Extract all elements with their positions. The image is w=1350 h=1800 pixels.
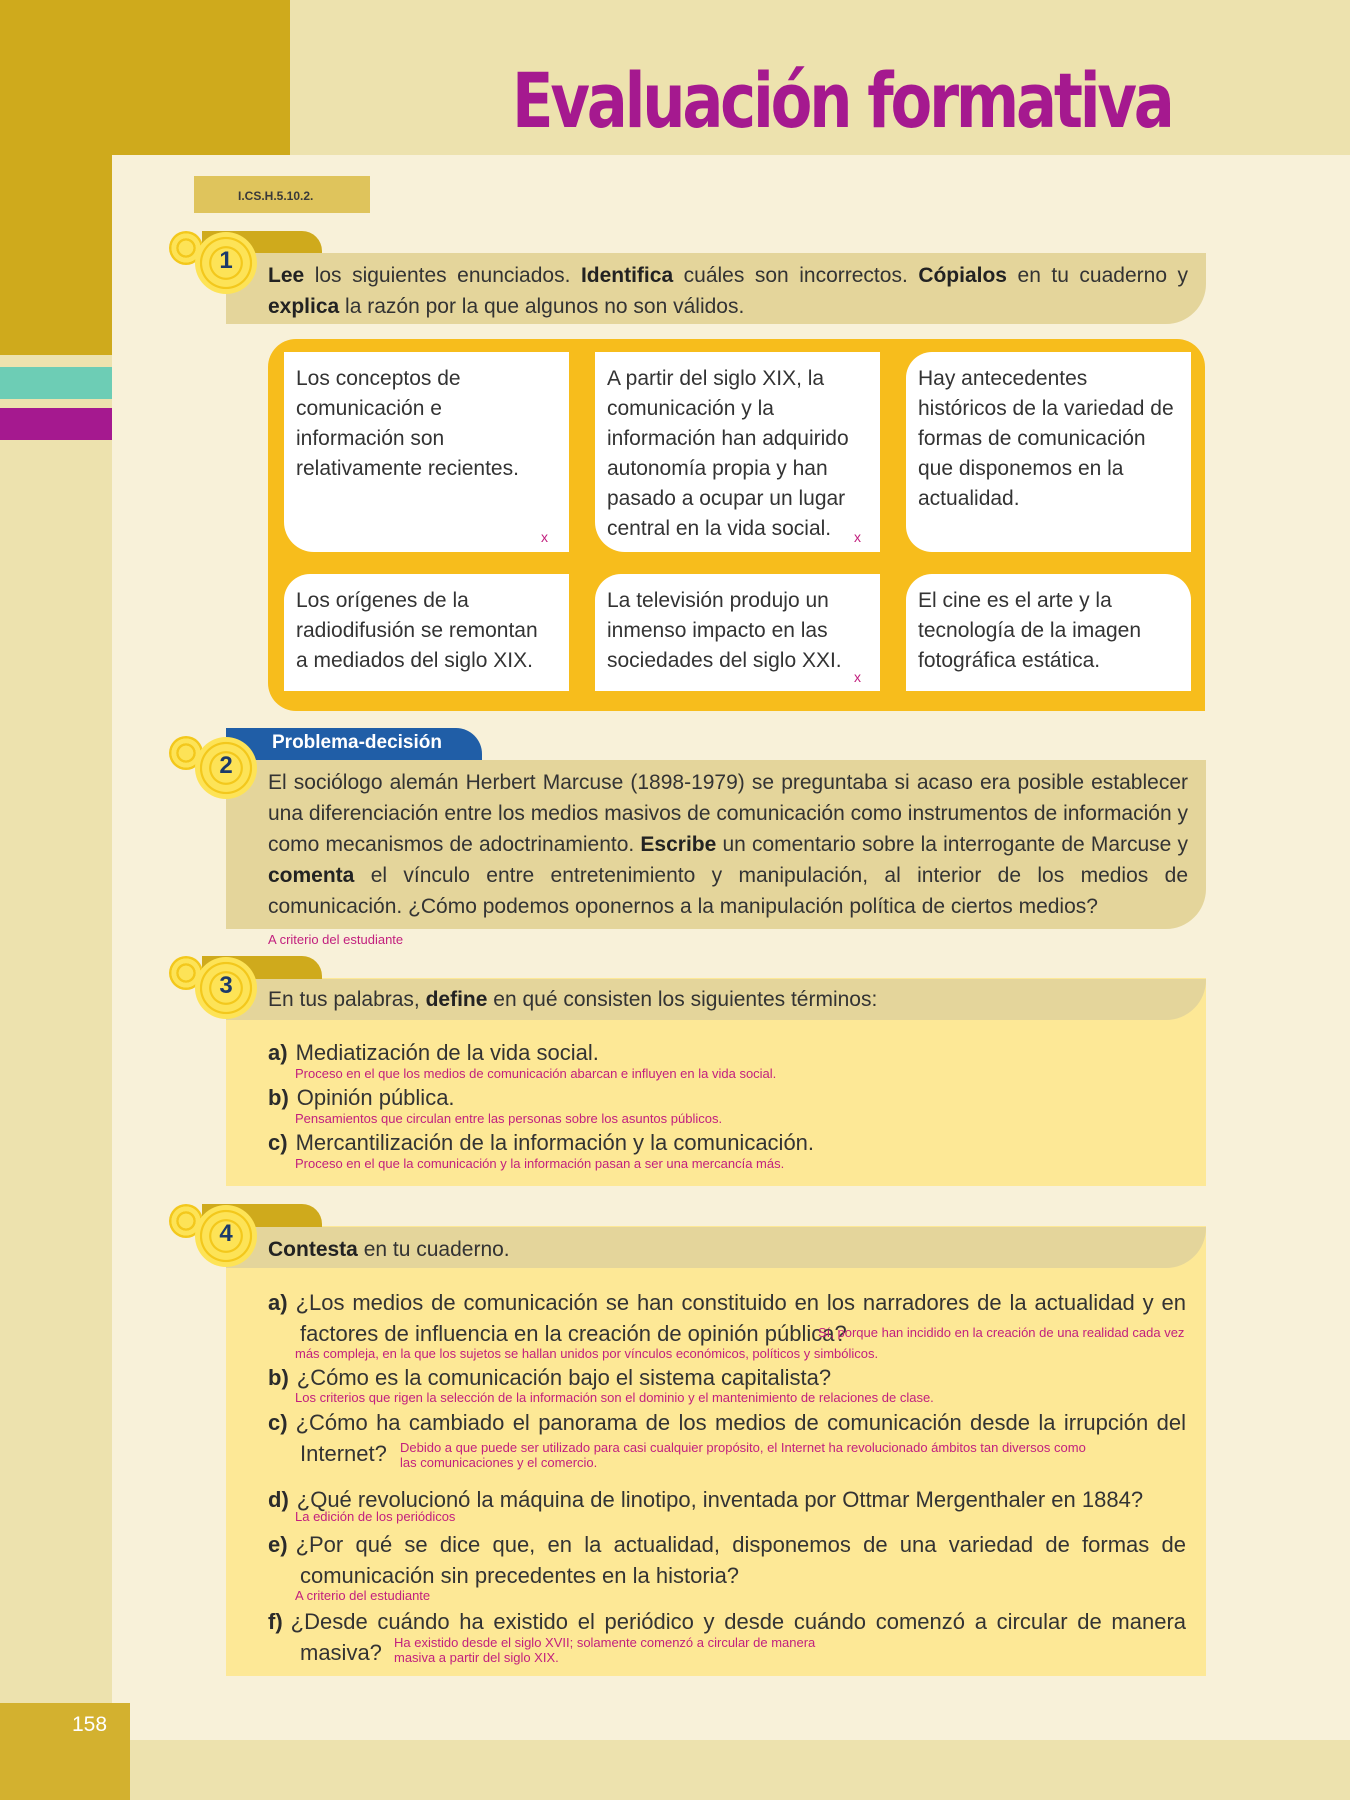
footer-band	[0, 1740, 1350, 1800]
q4-item-c: c) ¿Cómo ha cambiado el panorama de los medios de comunicación desde la irrupción del Internet?	[268, 1410, 1186, 1466]
q3-item-a: a) Mediatización de la vida social.	[268, 1040, 599, 1065]
q4-item-a: a) ¿Los medios de comunicación se han constituido en los narradores de la actualidad y en factores de influencia en la creación de opinión pública?	[268, 1290, 1186, 1346]
magenta-stripe	[0, 408, 112, 440]
statement-card: La televisión produjo un inmenso impacto en las sociedades del siglo XXI.	[595, 574, 880, 691]
q4-answer-b: Los criterios que rigen la selección de la información son el dominio y el mantenimiento de relaciones de clase.	[295, 1390, 934, 1405]
q4-item-f: f) ¿Desde cuándo ha existido el periódico y desde cuándo comenzó a circular de manera masiva?	[268, 1609, 1186, 1665]
q4-answer-f: Ha existido desde el siglo XVII; solamente comenzó a circular de manera masiva a partir del siglo XIX.	[394, 1635, 816, 1665]
statement-card: Los orígenes de la radiodifusión se remontan a mediados del siglo XIX.	[284, 574, 569, 691]
statement-card: A partir del siglo XIX, la comunicación y la información han adquirido autonomía propia y han pasado a ocupar un lugar central en la vida social.	[595, 352, 880, 552]
statement-card: Los conceptos de comunicación e información son relativamente recientes.	[284, 352, 569, 552]
q1-prompt: Lee los siguientes enunciados. Identifica cuáles son incorrectos. Cópialos en tu cuaderno y explica la razón por la que algunos no son válidos.	[226, 253, 1206, 324]
q4-answer-c: Debido a que puede ser utilizado para casi cualquier propósito, el Internet ha revolucionado ámbitos tan diversos como las comunicaciones y el comercio.	[400, 1440, 1086, 1470]
q2-prompt: El sociólogo alemán Herbert Marcuse (1898-1979) se preguntaba si acaso era posible establecer una diferenciación entre los medios masivos de comunicación como instrumentos de información y como mecanismos de adoctrinamiento. Escribe un comentario sobre la interrogante de Marcuse y comenta el vínculo entre entretenimiento y manipulación, al interior de los medios de comunicación. ¿Cómo podemos oponernos a la manipulación política de ciertos medios?	[226, 760, 1206, 929]
q4-item-b: b) ¿Cómo es la comunicación bajo el sistema capitalista?	[268, 1365, 832, 1390]
q1-number: 1	[219, 247, 233, 274]
q2-answer: A criterio del estudiante	[268, 932, 404, 947]
page-number-box	[0, 1703, 130, 1800]
q3-item-b: b) Opinión pública.	[268, 1085, 455, 1110]
statement-card: El cine es el arte y la tecnología de la imagen fotográfica estática.	[906, 574, 1191, 691]
indicator-code: I.CS.H.5.10.2.	[194, 176, 370, 213]
q3-answer-c: Proceso en el que la comunicación y la información pasan a ser una mercancía más.	[295, 1156, 785, 1171]
mint-stripe	[0, 367, 112, 399]
q4-answer-e: A criterio del estudiante	[295, 1588, 431, 1603]
q4-item-d: d) ¿Qué revolucionó la máquina de linotipo, inventada por Ottmar Mergenthaler en 1884?	[268, 1487, 1144, 1512]
incorrect-mark: x	[854, 529, 861, 545]
page-number: 158	[72, 1713, 108, 1736]
q4-answer-a-line2: más compleja, en la que los sujetos se hallan unidos por vínculos económicos, políticos y simbólicos.	[295, 1346, 879, 1361]
q3-answer-a: Proceso en el que los medios de comunicación abarcan e influyen en la vida social.	[295, 1066, 777, 1081]
q4-answer-a-line1: Sí, porque han incidido en la creación de una realidad cada vez	[818, 1325, 1185, 1340]
page-title: Evaluación formativa	[512, 56, 1172, 145]
q3-item-c: c) Mercantilización de la información y la comunicación.	[268, 1130, 815, 1155]
q3-prompt: En tus palabras, define en qué consisten los siguientes términos:	[226, 979, 1206, 1020]
q4-answer-d: La edición de los periódicos	[295, 1509, 456, 1524]
incorrect-mark: x	[854, 669, 861, 685]
q2-number: 2	[219, 752, 233, 779]
q4-item-e: e) ¿Por qué se dice que, en la actualidad, disponemos de una variedad de formas de comunicación sin precedentes en la historia?	[268, 1532, 1186, 1588]
statement-card: Hay antecedentes históricos de la variedad de formas de comunicación que disponemos en la actualidad.	[906, 352, 1191, 552]
q3-answer-b: Pensamientos que circulan entre las personas sobre los asuntos públicos.	[295, 1111, 723, 1126]
incorrect-mark: x	[541, 529, 548, 545]
q4-prompt: Contesta en tu cuaderno.	[226, 1227, 1206, 1268]
q4-number: 4	[219, 1220, 233, 1247]
problem-decision-tab: Problema-decisión	[226, 728, 482, 761]
q3-number: 3	[219, 972, 233, 999]
